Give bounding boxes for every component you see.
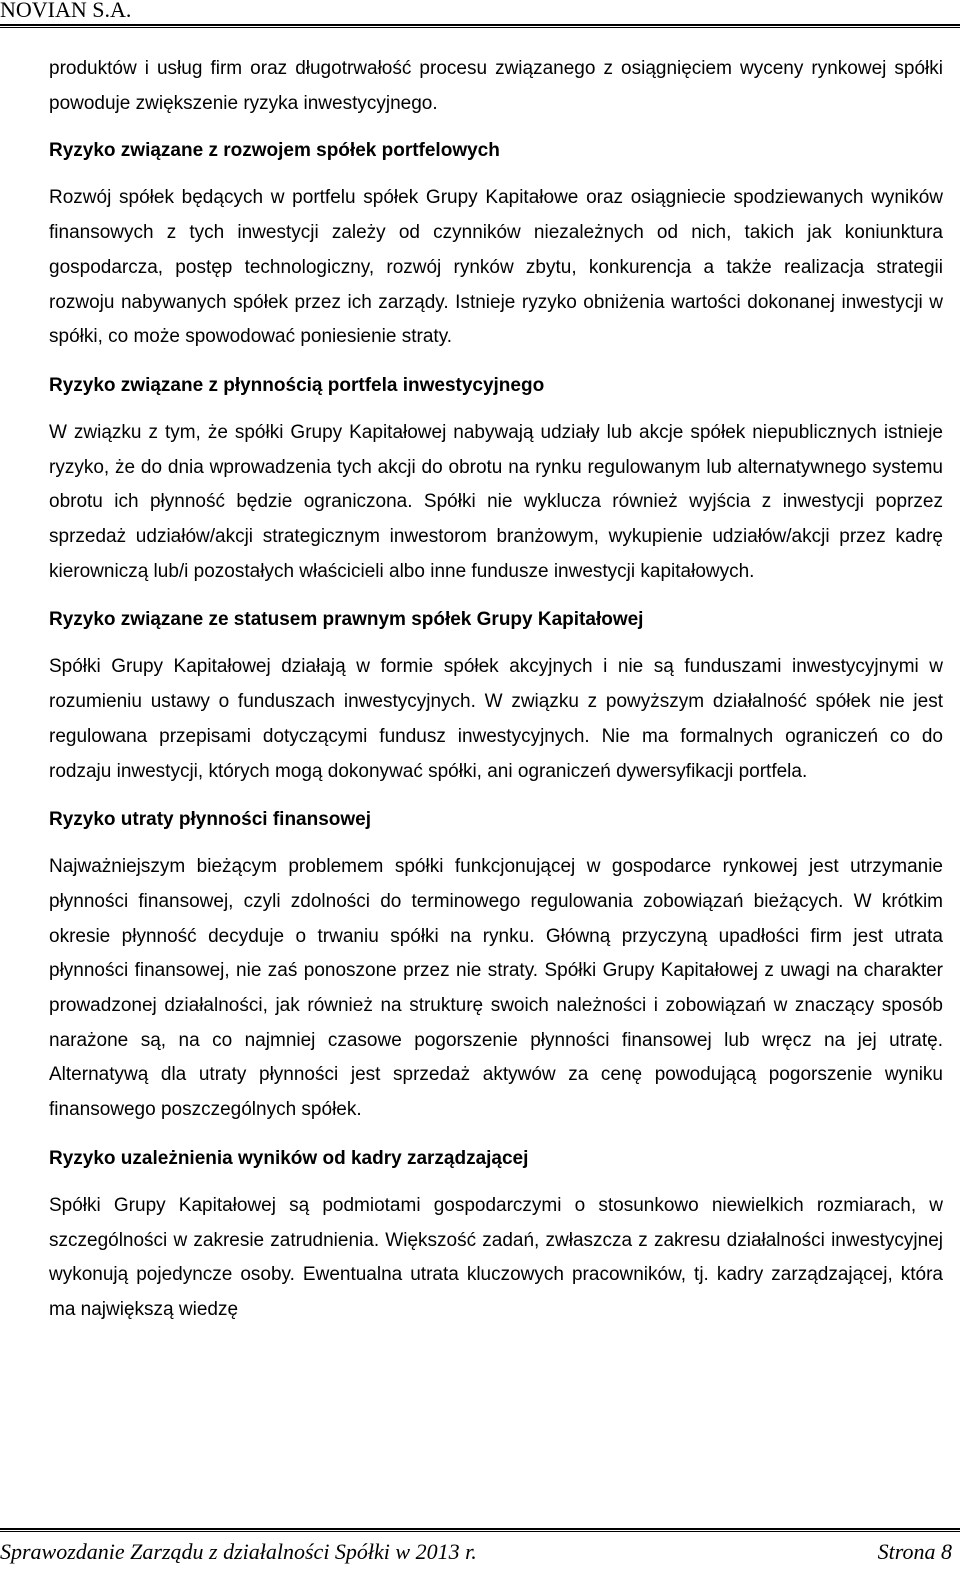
section-heading: Ryzyko związane z płynnością portfela inwestycyjnego [49,374,545,396]
report-title: Sprawozdanie Zarządu z działalności Spółki w 2013 r. [0,1539,477,1564]
page-footer [0,1524,960,1588]
section-legal-status [49,603,943,789]
section-heading: Ryzyko uzależnienia wyników od kadry zarządzającej [49,1147,529,1169]
section-heading: Ryzyko utraty płynności finansowej [49,809,372,831]
document-body [49,52,943,1328]
section-heading: Ryzyko związane ze statusem prawnym spółek Grupy Kapitałowej [49,609,644,631]
header-divider [0,24,960,26]
section-paragraph: Najważniejszym bieżącym problemem spółki funkcjonującej w gospodarce rynkowej jest utrzymanie płynności finansowej, czyli zdolności do terminowego regulowania zobowiązań bieżących. W krótkim okresie płynność decyduje o trwaniu spółki na rynku. Główną przyczyną upadłości firm jest utrata płynności finansowej, nie zaś ponoszone przez nie straty. Spółki Grupy Kapitałowej z uwagi na charakter prowadzonej działalności, jak również na strukturę swoich należności i zobowiązań w znaczący sposób narażone są, na co najmniej czasowe pogorszenie płynności finansowej lub wręcz na jej utratę. Alternatywą dla utraty płynności jest sprzedaż aktywów za cenę powodującą pogorszenie wyniku finansowego poszczególnych spółek. [49,856,943,1121]
header-divider-thin [0,27,960,28]
section-financial-liquidity [49,803,943,1128]
footer-divider [0,1528,960,1530]
section-heading: Ryzyko związane z rozwojem spółek portfelowych [49,140,500,162]
section-paragraph: Spółki Grupy Kapitałowej są podmiotami gospodarczymi o stosunkowo niewielkich rozmiarach, w szczególności w zakresie zatrudnienia. Większość zadań, zwłaszcza z zakresu działalności inwestycyjnej wykonują pojedyncze osoby. Ewentualna utrata kluczowych pracowników, tj. kadry zarządzającej, która ma największą wiedzę [49,1194,943,1320]
section-paragraph: W związku z tym, że spółki Grupy Kapitałowej nabywają udziały lub akcje spółek niepublicznych istnieje ryzyko, że do dnia wprowadzenia tych akcji do obrotu na rynku regulowanym lub alternatywnego systemu obrotu ich płynność będzie ograniczona. Spółki nie wyklucza również wyjścia z inwestycji poprzez sprzedaż udziałów/akcji strategicznym inwestorom branżowym, wykupienie udziałów/akcji przez kadrę kierowniczą lub/i pozostałych właścicieli albo inne fundusze inwestycji kapitałowych. [49,421,943,582]
section-management-dependency [49,1142,943,1328]
section-paragraph: Spółki Grupy Kapitałowej działają w formie spółek akcyjnych i nie są funduszami inwestycyjnymi w rozumieniu ustawy o funduszach inwestycyjnych. W związku z powyższym działalność spółek nie jest regulowana przepisami dotyczącymi fundusz inwestycyjnych. Nie ma formalnych ograniczeń co do rodzaju inwestycji, których mogą dokonywać spółki, ani ograniczeń dywersyfikacji portfela. [49,656,943,782]
page-number: Strona 8 [877,1539,952,1564]
company-name: NOVIAN S.A. [0,0,132,22]
page-header [0,0,960,28]
section-portfolio-liquidity [49,369,943,590]
lead-paragraph: produktów i usług firm oraz długotrwałość procesu związanego z osiągnięciem wyceny rynkowej spółki powoduje zwiększenie ryzyka inwestycyjnego. [49,58,943,114]
section-paragraph: Rozwój spółek będących w portfelu spółek Grupy Kapitałowe oraz osiągniecie spodziewanych wyników finansowych z tych inwestycji zależy od czynników niezależnych od nich, takich jak koniunktura gospodarcza, postęp technologiczny, rozwój rynków zbytu, konkurencja a także realizacja strategii rozwoju nabywanych spółek przez ich zarządy. Istnieje ryzyko obniżenia wartości dokonanej inwestycji w spółki, co może spowodować poniesienie straty. [49,187,943,348]
section-portfolio-development [49,134,943,355]
footer-divider-thin [0,1531,960,1532]
